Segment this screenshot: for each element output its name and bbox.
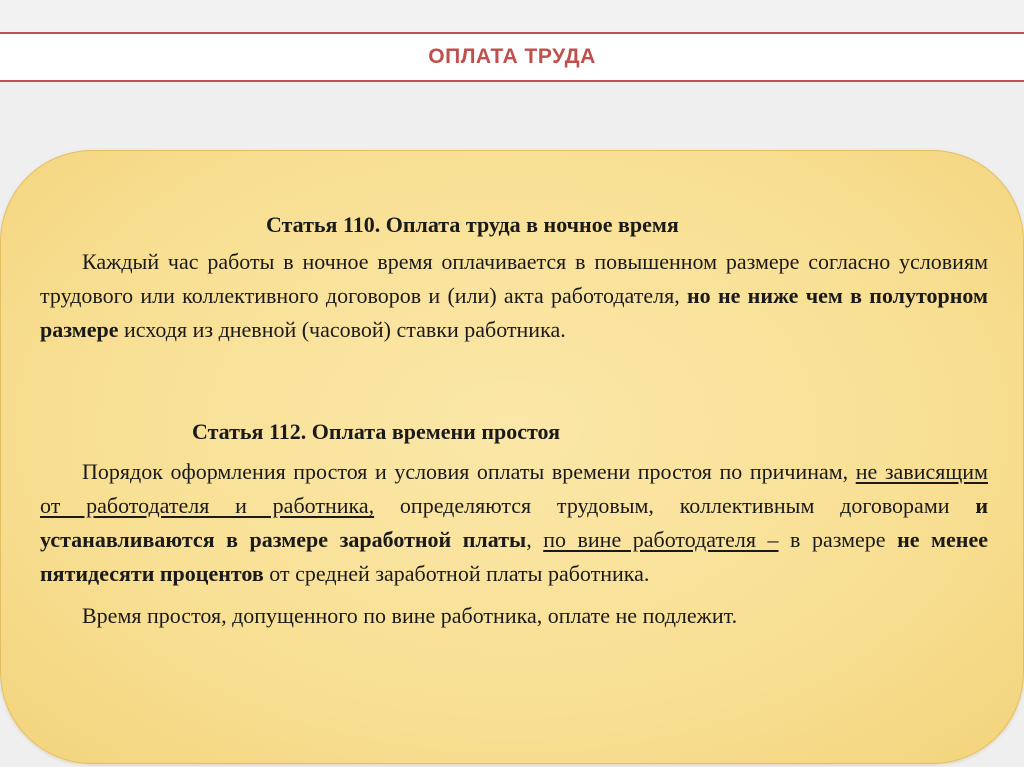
article-112-text-2: определяются трудовым, коллективным договорами — [374, 493, 976, 518]
article-110-paragraph — [40, 245, 988, 347]
article-112-text-4: в размере — [778, 527, 898, 552]
article-112-body — [40, 455, 988, 633]
article-110-bold: но не ниже чем в полуторном размере — [40, 283, 989, 342]
article-112-paragraph-2: Время простоя, допущенного по вине работника, оплате не подлежит. — [82, 603, 738, 628]
header-bar — [0, 32, 1024, 82]
article-112-paragraph-1 — [40, 455, 988, 591]
article-112-text-1: Порядок оформления простоя и условия оплаты времени простоя по причинам, — [82, 459, 856, 484]
page-title: ОПЛАТА ТРУДА — [428, 45, 596, 68]
article-112-heading: Статья 112. Оплата времени простоя — [192, 419, 561, 444]
article-110-text-2: исходя из дневной (часовой) ставки работника. — [118, 317, 566, 342]
article-112-bold-1: и устанавливаются в размере заработной платы — [40, 493, 988, 552]
article-110-text-1: Каждый час работы в ночное время оплачивается в повышенном размере согласно условиям трудового или коллективного договоров и (или) акта работодателя, — [40, 249, 988, 308]
article-112-bold-2: не менее пятидесяти процентов — [40, 527, 989, 586]
top-band — [0, 0, 1024, 32]
article-112-text-5: от средней заработной платы работника. — [263, 561, 650, 586]
article-110-heading: Статья 110. Оплата труда в ночное время — [266, 212, 679, 237]
article-112-text-3: , — [526, 527, 544, 552]
article-110-body — [40, 245, 988, 347]
article-112-underline-2: по вине работодателя – — [543, 527, 779, 552]
article-112-underline-1: не зависящим от работодателя и работника, — [40, 459, 988, 518]
